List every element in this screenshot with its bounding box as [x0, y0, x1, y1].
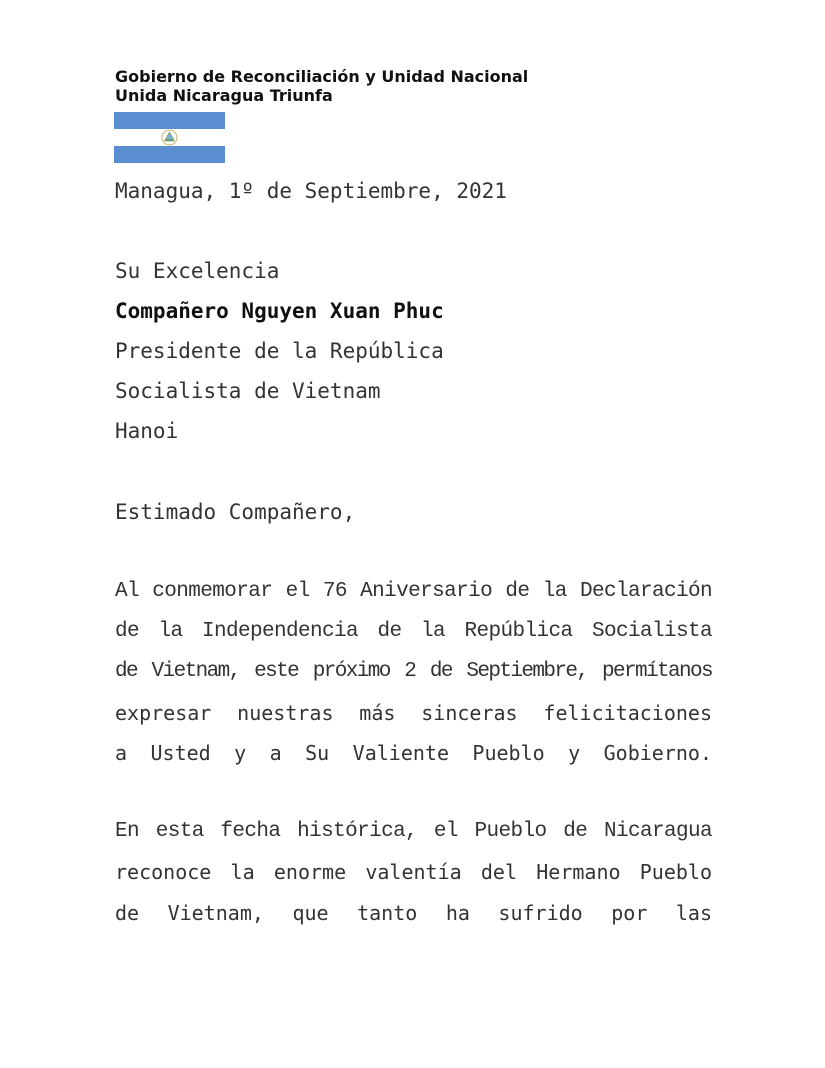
paragraph-1-line-4: expresar nuestras más sinceras felicitaciones — [115, 701, 712, 725]
paragraph-1-line-5: a Usted y a Su Valiente Pueblo y Gobierno. — [115, 741, 712, 765]
flag-bottom-stripe — [114, 146, 225, 163]
recipient-city: Hanoi — [115, 419, 179, 443]
paragraph-2-line-1: En esta fecha histórica, el Pueblo de Nicaragua — [115, 820, 712, 843]
paragraph-1-line-2: de la Independencia de la República Socialista — [115, 620, 712, 643]
paragraph-1-line-1: Al conmemorar el 76 Aniversario de la Declaración — [115, 580, 712, 603]
recipient-position-1: Presidente de la República — [115, 339, 444, 363]
recipient-name: Compañero Nguyen Xuan Phuc — [115, 299, 444, 323]
header-line-1: Gobierno de Reconciliación y Unidad Nacional — [115, 67, 529, 86]
paragraph-2-line-3: de Vietnam, que tanto ha sufrido por las — [115, 901, 712, 925]
header-line-2: Unida Nicaragua Triunfa — [115, 86, 333, 105]
nicaragua-flag — [114, 112, 225, 163]
recipient-position-2: Socialista de Vietnam — [115, 379, 381, 403]
recipient-title: Su Excelencia — [115, 259, 280, 283]
paragraph-1-line-3: de Vietnam, este próximo 2 de Septiembre, permítanos — [115, 660, 712, 683]
flag-top-stripe — [114, 112, 225, 129]
letter-date: Managua, 1º de Septiembre, 2021 — [115, 179, 507, 203]
letter-greeting: Estimado Compañero, — [115, 500, 356, 524]
paragraph-2-line-2: reconoce la enorme valentía del Hermano Pueblo — [115, 860, 712, 884]
